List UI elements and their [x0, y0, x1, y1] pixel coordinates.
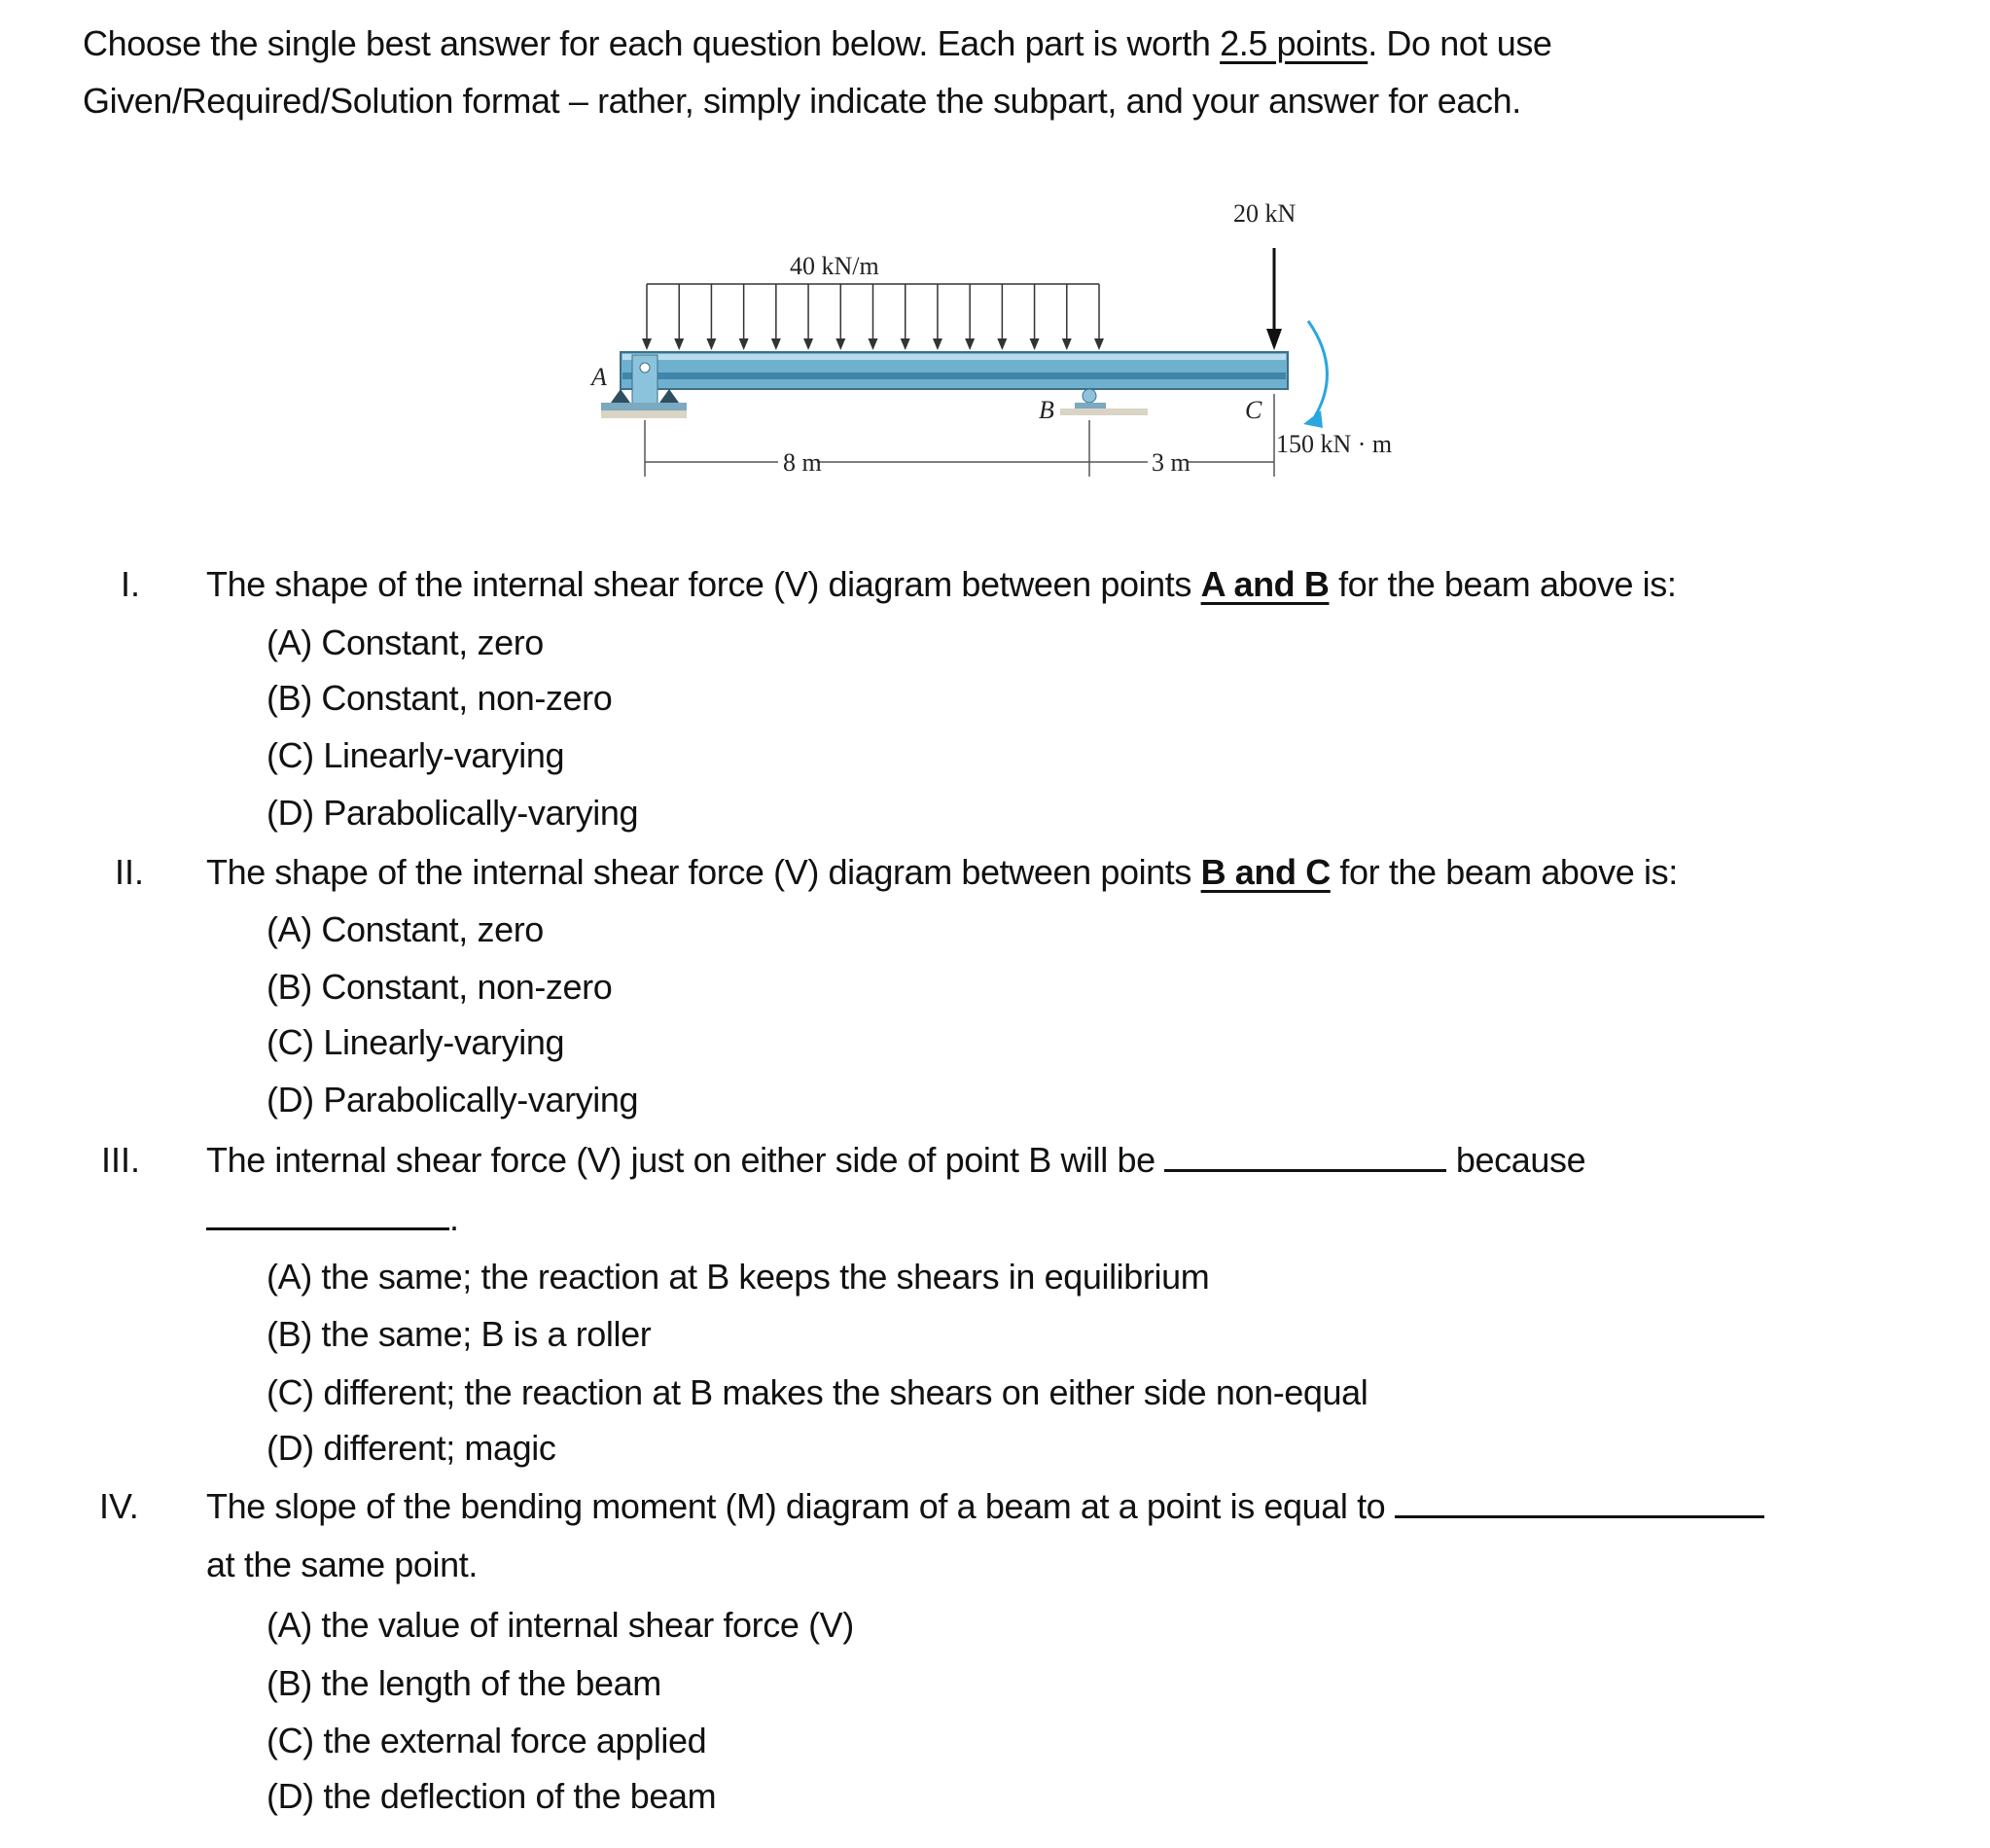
distributed-load-label: 40 kN/m	[790, 252, 879, 280]
question-2-emphasis: B and C	[1200, 852, 1331, 892]
load-arrow-head	[1094, 338, 1104, 350]
question-2-option-b[interactable]: (B) Constant, non-zero	[267, 967, 613, 1007]
instructions-text: Choose the single best answer for each question below. Each part is worth	[83, 23, 1221, 63]
moment-arrow	[1303, 321, 1327, 428]
answer-blank-1[interactable]	[1164, 1159, 1446, 1172]
load-arrow-head	[803, 338, 813, 350]
question-3-option-b[interactable]: (B) the same; B is a roller	[267, 1314, 652, 1354]
load-arrow-head	[901, 338, 910, 350]
question-3-number: III.	[101, 1140, 141, 1180]
instructions-line-1	[83, 23, 1552, 64]
point-load-arrow	[1266, 248, 1282, 350]
load-arrow-head	[1062, 338, 1072, 350]
load-arrow-head	[739, 338, 749, 350]
question-4-option-d[interactable]: (D) the deflection of the beam	[267, 1776, 717, 1816]
point-load-label: 20 kN	[1233, 199, 1297, 228]
question-4-text-before: The slope of the bending moment (M) diagram of a beam at a point is equal to	[206, 1486, 1395, 1526]
question-2-text	[206, 852, 1678, 893]
question-3-text	[206, 1140, 1585, 1181]
question-2-option-d[interactable]: (D) Parabolically-varying	[267, 1080, 639, 1119]
label-a: A	[591, 363, 607, 391]
load-arrow-head	[997, 338, 1007, 350]
question-3-text-after: because	[1446, 1140, 1586, 1180]
question-3-option-d[interactable]: (D) different; magic	[267, 1428, 556, 1468]
question-1-text	[206, 564, 1676, 605]
question-1-option-d[interactable]: (D) Parabolically-varying	[267, 793, 639, 833]
question-2-text-before: The shape of the internal shear force (V) diagram between points	[206, 852, 1201, 892]
roller-support-b	[1060, 389, 1148, 415]
question-4-line-2: at the same point.	[206, 1545, 478, 1584]
question-1-option-a[interactable]: (A) Constant, zero	[267, 622, 544, 662]
question-2-option-c[interactable]: (C) Linearly-varying	[267, 1022, 565, 1062]
load-arrow-head	[642, 338, 652, 350]
span-bc-label: 3 m	[1152, 448, 1190, 477]
question-2-number: II.	[115, 852, 145, 892]
question-4-number: IV.	[99, 1486, 139, 1526]
question-1-option-b[interactable]: (B) Constant, non-zero	[267, 678, 613, 718]
question-4-option-b[interactable]: (B) the length of the beam	[267, 1663, 661, 1703]
question-1-text-after: for the beam above is:	[1329, 564, 1677, 604]
question-2-text-after: for the beam above is:	[1330, 852, 1678, 892]
question-3-option-c[interactable]: (C) different; the reaction at B makes the shears on either side non-equal	[267, 1372, 1368, 1412]
question-1-emphasis: A and B	[1200, 564, 1330, 604]
instructions-text-end: . Do not use	[1368, 23, 1552, 63]
load-arrow-head	[965, 338, 975, 350]
question-1-option-c[interactable]: (C) Linearly-varying	[267, 735, 565, 775]
label-b: B	[1039, 396, 1054, 424]
question-3-text-end: .	[449, 1198, 459, 1238]
question-4-option-a[interactable]: (A) the value of internal shear force (V)	[267, 1605, 854, 1645]
question-1-text-before: The shape of the internal shear force (V) diagram between points	[206, 564, 1201, 604]
load-arrow-head	[1030, 338, 1040, 350]
load-arrow-head	[835, 338, 845, 350]
question-4-text	[206, 1486, 1764, 1527]
load-arrow-head	[706, 338, 716, 350]
load-arrow-head	[674, 338, 684, 350]
points-value: 2.5 points	[1220, 23, 1368, 63]
load-arrow-head	[869, 338, 878, 350]
question-2-option-a[interactable]: (A) Constant, zero	[267, 909, 544, 949]
answer-blank-2[interactable]	[206, 1218, 449, 1230]
question-3-text-before: The internal shear force (V) just on either side of point B will be	[206, 1140, 1165, 1180]
load-arrow-head	[771, 338, 781, 350]
instructions-line-2: Given/Required/Solution format – rather, simply indicate the subpart, and your answer for each.	[83, 81, 1521, 121]
beam-diagram	[584, 195, 1459, 506]
answer-blank-3[interactable]	[1395, 1506, 1764, 1518]
label-c: C	[1245, 396, 1262, 424]
span-ab-label: 8 m	[783, 448, 822, 477]
moment-label: 150 kN · m	[1276, 430, 1393, 458]
distributed-load	[642, 284, 1104, 350]
load-arrow-head	[933, 338, 942, 350]
question-3-option-a[interactable]: (A) the same; the reaction at B keeps the shears in equilibrium	[267, 1257, 1210, 1297]
beam	[621, 352, 1288, 389]
question-1-number: I.	[121, 564, 141, 604]
question-4-option-c[interactable]: (C) the external force applied	[267, 1721, 707, 1760]
question-3-line-2	[206, 1198, 459, 1239]
